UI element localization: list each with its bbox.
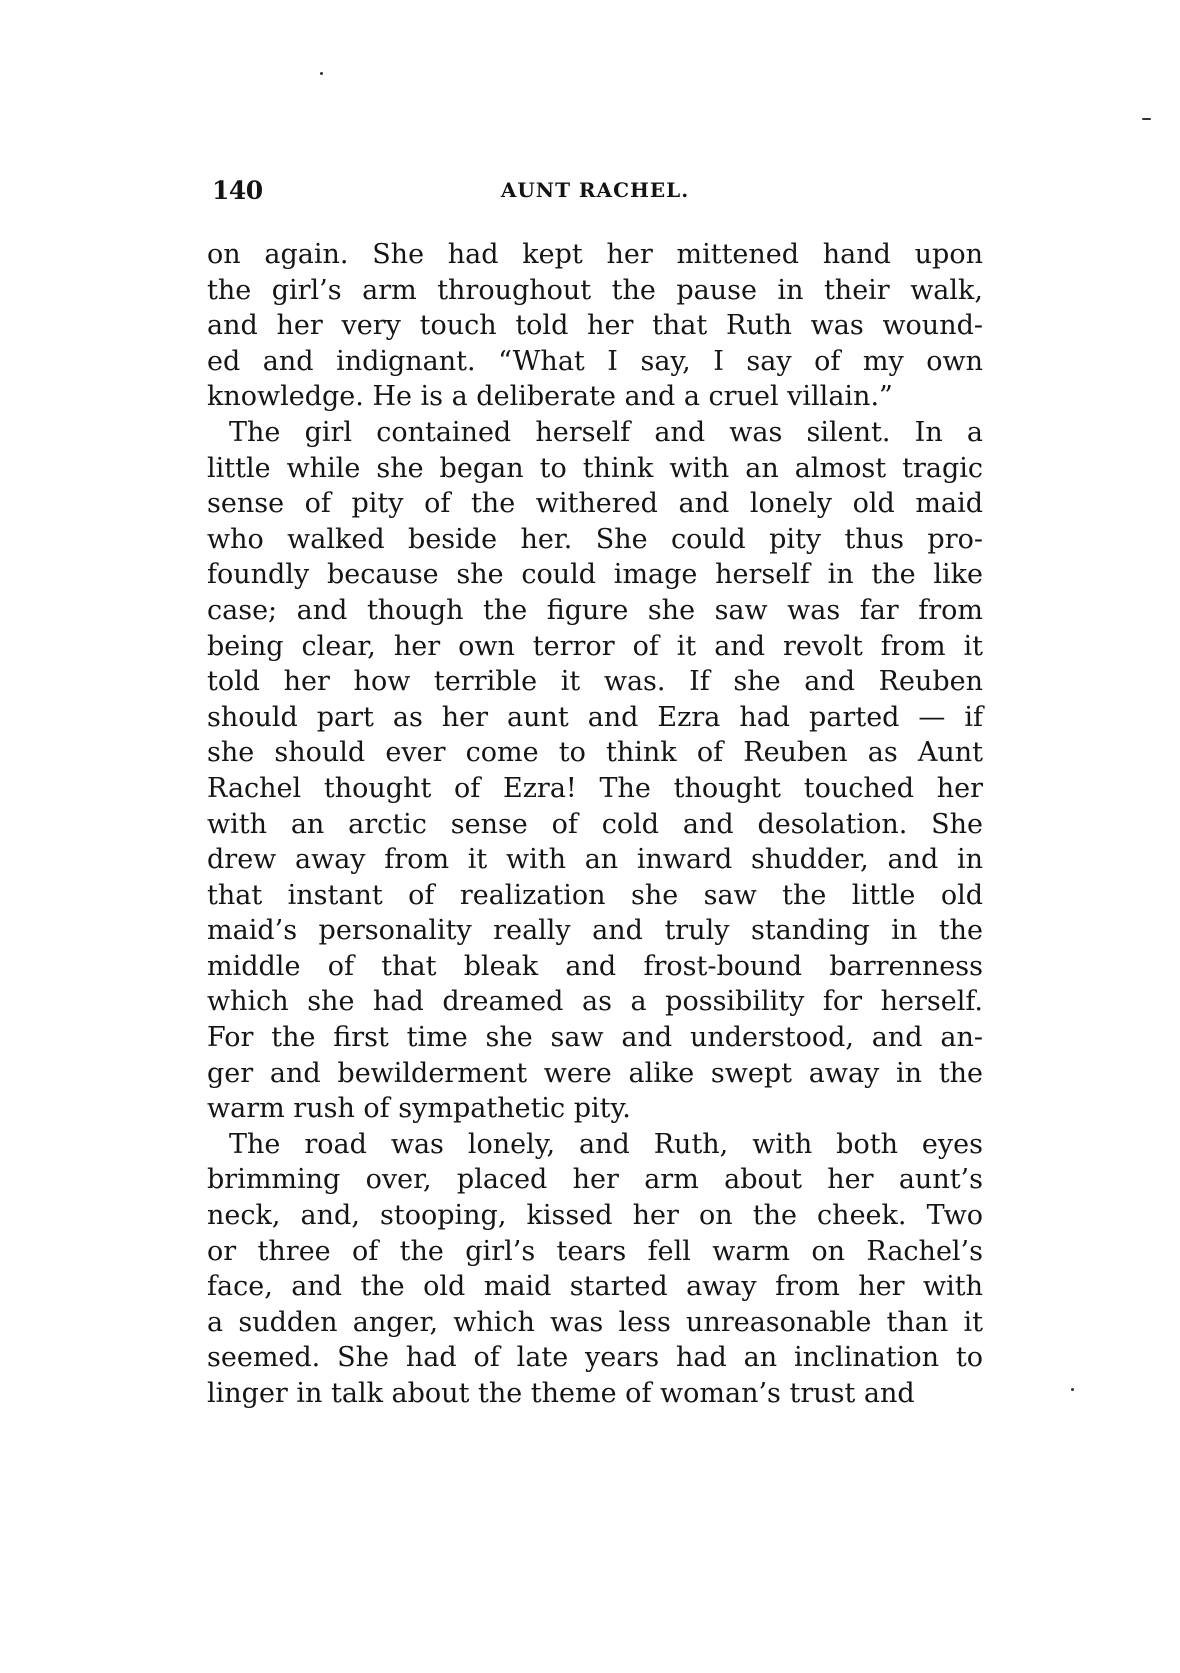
scan-speck xyxy=(320,72,323,75)
text-line: foundly because she could image herself in the like xyxy=(207,559,983,591)
paragraph xyxy=(207,1127,983,1412)
running-title: AUNT RACHEL. xyxy=(500,178,690,202)
text-line: ed and indignant. “What I say, I say of my own xyxy=(207,345,983,377)
text-line: on again. She had kept her mittened hand upon xyxy=(207,239,983,270)
text-line: told her how terrible it was. If she and Reuben xyxy=(207,666,983,698)
text-line: should part as her aunt and Ezra had parted — if xyxy=(207,701,983,733)
paragraph xyxy=(207,237,983,415)
text-line: linger in talk about the theme of woman’s trust and xyxy=(207,1378,915,1409)
text-line: who walked beside her. She could pity thus pro- xyxy=(207,523,983,555)
text-line: maid’s personality really and truly standing in the xyxy=(207,915,983,947)
text-line: and her very touch told her that Ruth was wound- xyxy=(207,310,983,342)
text-line: Rachel thought of Ezra! The thought touched her xyxy=(207,772,983,804)
text-line: ger and bewilderment were alike swept away in the xyxy=(207,1057,983,1089)
text-line: For the first time she saw and understood, and an- xyxy=(207,1022,983,1054)
text-line: that instant of realization she saw the little old xyxy=(207,879,983,911)
text-line: knowledge. He is a deliberate and a cruel villain.” xyxy=(207,381,893,413)
text-line: a sudden anger, which was less unreasonable than it xyxy=(207,1306,983,1338)
page-number: 140 xyxy=(212,176,263,205)
text-line: brimming over, placed her arm about her aunt’s xyxy=(207,1164,983,1196)
text-line: with an arctic sense of cold and desolation. She xyxy=(207,808,983,840)
text-line: face, and the old maid started away from her with xyxy=(207,1271,983,1303)
text-line: The girl contained herself and was silent. In a xyxy=(229,416,983,448)
paragraph xyxy=(207,415,983,1127)
text-line: neck, and, stooping, kissed her on the cheek. Two xyxy=(207,1200,983,1232)
page-header xyxy=(212,176,978,216)
text-line: being clear, her own terror of it and revolt from it xyxy=(207,630,983,662)
text-line: she should ever come to think of Reuben as Aunt xyxy=(207,737,983,769)
scan-speck xyxy=(1071,1388,1074,1391)
text-line: seemed. She had of late years had an inclination to xyxy=(207,1342,983,1374)
scan-speck xyxy=(1142,118,1151,120)
text-line: case; and though the figure she saw was far from xyxy=(207,594,983,626)
text-line: little while she began to think with an almost tragic xyxy=(207,452,983,484)
text-line: sense of pity of the withered and lonely old maid xyxy=(207,488,983,520)
text-line: drew away from it with an inward shudder, and in xyxy=(207,844,983,876)
text-line: The road was lonely, and Ruth, with both eyes xyxy=(229,1128,983,1160)
body-text xyxy=(207,237,983,1412)
text-line: or three of the girl’s tears fell warm on Rachel’s xyxy=(207,1235,983,1267)
text-line: warm rush of sympathetic pity. xyxy=(207,1093,631,1125)
text-line: middle of that bleak and frost-bound barrenness xyxy=(207,950,983,982)
text-line: which she had dreamed as a possibility for herself. xyxy=(207,986,983,1018)
text-line: the girl’s arm throughout the pause in their walk, xyxy=(207,274,983,306)
